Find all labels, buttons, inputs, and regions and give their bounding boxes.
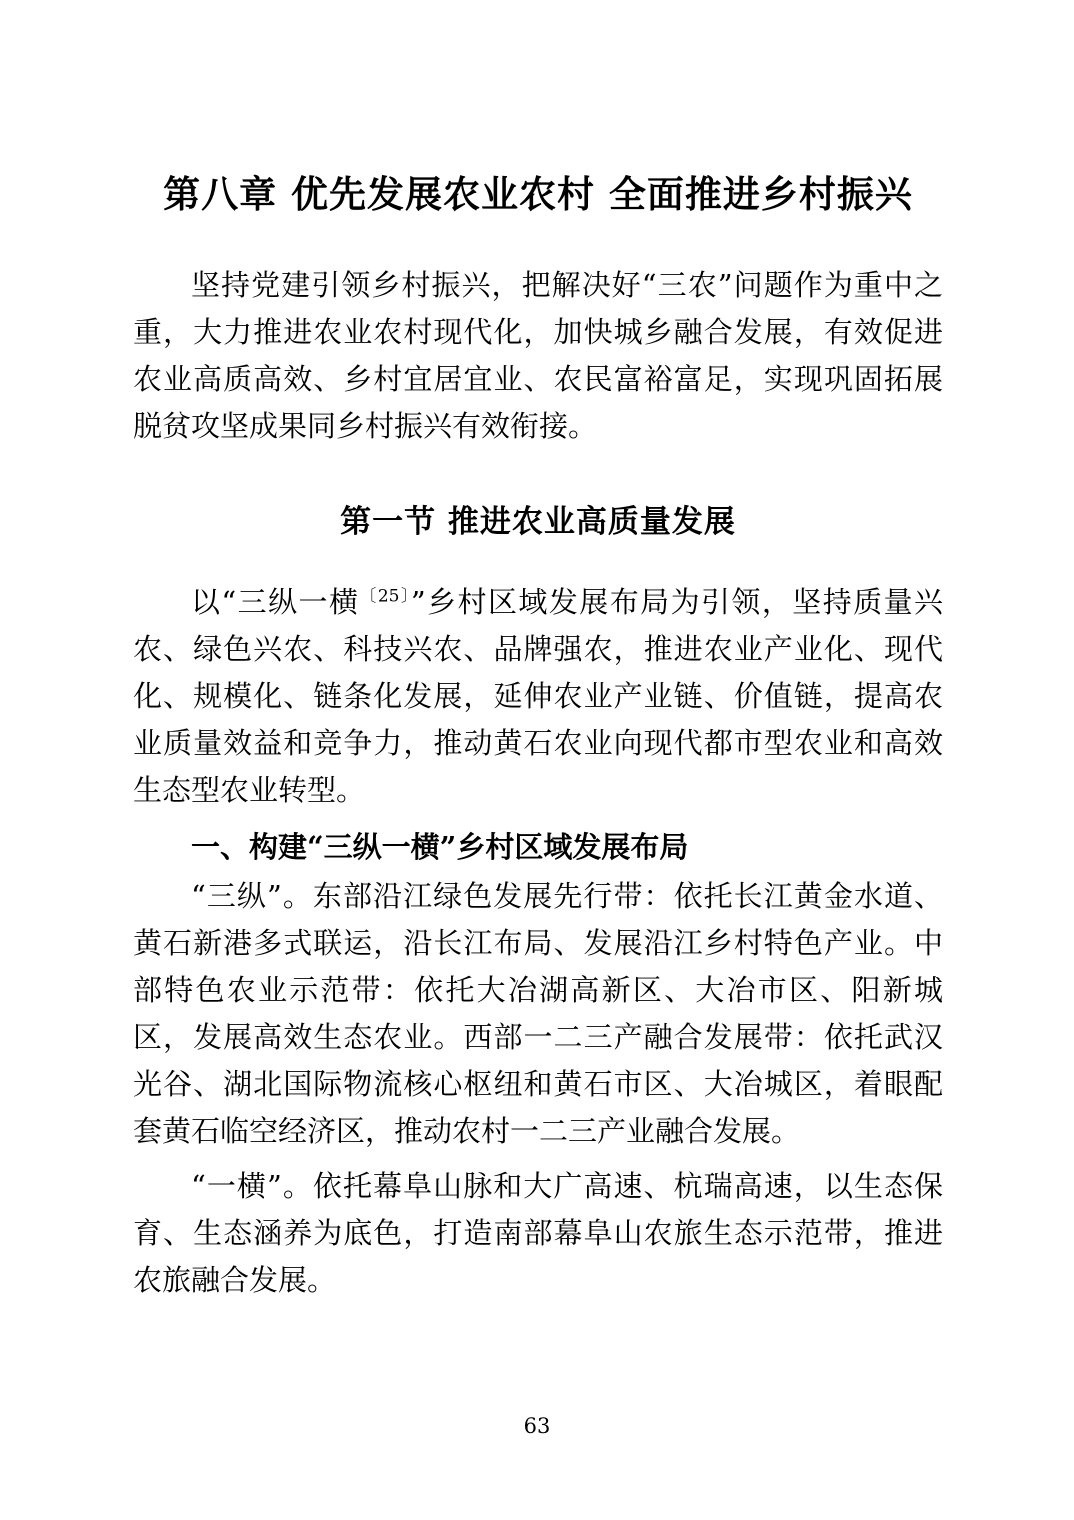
subheading-one: 一、构建“三纵一横”乡村区域发展布局 bbox=[191, 829, 689, 864]
section-title: 第一节 推进农业高质量发展 bbox=[340, 503, 736, 540]
section-intro-part2: ”乡村区域发展布局为引领，坚持质量兴农、绿色兴农、科技兴农、品牌强农，推进农业产业化、现代化、规模化、链条化发展，延伸农业产业链、价值链，提高农业质量效益和竞争力，推动黄石农业向现代都市型农业和高效生态型农业转型。 bbox=[133, 584, 944, 807]
chapter-intro-paragraph: 坚持党建引领乡村振兴，把解决好“三农”问题作为重中之重，大力推进农业农村现代化，加快城乡融合发展，有效促进农业高质高效、乡村宜居宜业、农民富裕富足，实现巩固拓展脱贫攻坚成果同乡村振兴有效衔接。 bbox=[133, 268, 943, 443]
page-content bbox=[133, 170, 943, 1312]
chapter-title: 第八章 优先发展农业农村 全面推进乡村振兴 bbox=[163, 172, 913, 216]
endnote-marker-25: 〔25〕 bbox=[359, 586, 411, 607]
paragraph-yiheng: “一横”。依托幕阜山脉和大广高速、杭瑞高速，以生态保育、生态涵养为底色，打造南部幕阜山农旅生态示范带，推进农旅融合发展。 bbox=[133, 1168, 943, 1297]
section-intro-part1: 以“三纵一横 bbox=[191, 584, 360, 619]
section-intro-paragraph bbox=[133, 579, 943, 814]
paragraph-sanzong: “三纵”。东部沿江绿色发展先行带：依托长江黄金水道、黄石新港多式联运，沿长江布局、发展沿江乡村特色产业。中部特色农业示范带：依托大冶湖高新区、大冶市区、阳新城区，发展高效生态农业。西部一二三产融合发展带：依托武汉光谷、湖北国际物流核心枢纽和黄石市区、大冶城区，着眼配套黄石临空经济区，推动农村一二三产业融合发展。 bbox=[133, 878, 943, 1148]
page-number: 63 bbox=[523, 1414, 551, 1438]
